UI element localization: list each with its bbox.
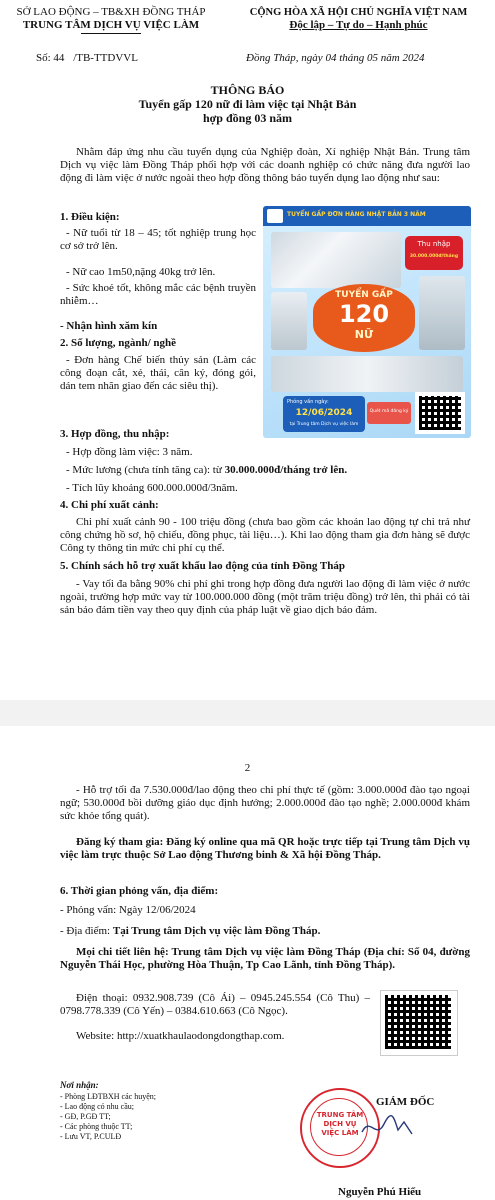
page-number: 2 xyxy=(244,762,251,774)
poster-interview-label: Phỏng vấn ngày: xyxy=(287,399,329,405)
header-rule xyxy=(81,33,141,34)
recruitment-poster xyxy=(263,206,471,438)
poster-photo-factory xyxy=(271,232,401,288)
title-line2: Tuyển gấp 120 nữ đi làm việc tại Nhật Bản xyxy=(138,97,357,111)
poster-headline-3: NỮ xyxy=(354,328,374,341)
sec1-item-health: - Sức khoẻ tốt, không mắc các bệnh truyền nhiễm… xyxy=(60,282,256,307)
signer-name: Nguyễn Phú Hiếu xyxy=(338,1186,422,1198)
handwritten-signature xyxy=(360,1112,420,1142)
poster-qr-code[interactable] xyxy=(419,396,461,430)
recipient-item: - GĐ, P.GĐ TT; xyxy=(60,1112,111,1121)
poster-interview-date: 12/06/2024 xyxy=(295,408,353,418)
sec4-heading: 4. Chi phí xuất cảnh: xyxy=(60,499,159,511)
poster-income-value: 30.000.000đ/tháng xyxy=(409,254,459,259)
sec3-salary-value: 30.000.000đ/tháng trở lên. xyxy=(224,464,348,476)
interview-location xyxy=(60,925,320,938)
doc-number xyxy=(36,52,138,65)
page-break xyxy=(0,700,495,726)
recipient-item: - Các phòng thuộc TT; xyxy=(60,1122,133,1131)
sec3-salary-prefix: - Mức lương (chưa tính tăng ca): từ xyxy=(66,464,225,476)
sec3-salary xyxy=(66,464,347,477)
header-right xyxy=(222,6,495,32)
poster-qr-label: Quét mã đăng ký xyxy=(369,409,409,414)
issuing-org: SỞ LAO ĐỘNG – TB&XH ĐỒNG THÁP xyxy=(16,6,206,18)
sec1-item-height: - Nữ cao 1m50,nặng 40kg trở lên. xyxy=(66,266,216,278)
poster-photo-bottom xyxy=(271,356,463,392)
stamp-line1: TRUNG TÂM xyxy=(316,1111,364,1119)
sec4-text: Chi phí xuất cảnh 90 - 100 triệu đồng (chưa bao gồm các khoản lao động tự chi trả như công chứng hồ sơ, hộ chiếu, đồng phục, tài liệu…). Khi lao động tham gia đơn hàng sẽ được Công ty thông tin mức chi phí cụ thể. xyxy=(60,516,470,554)
recipient-item: - Lưu VT, P.CULĐ xyxy=(60,1132,122,1141)
issuing-unit: TRUNG TÂM DỊCH VỤ VIỆC LÀM xyxy=(22,19,200,31)
sec3-savings: - Tích lũy khoảng 600.000.000đ/3năm. xyxy=(66,482,238,494)
sec5-heading: 5. Chính sách hỗ trợ xuất khẩu lao động của tỉnh Đồng Tháp xyxy=(60,560,345,572)
interview-date: - Phỏng vấn: Ngày 12/06/2024 xyxy=(60,904,196,916)
title-line1: THÔNG BÁO xyxy=(210,83,285,97)
sec3-heading: 3. Hợp đồng, thu nhập: xyxy=(60,428,170,440)
poster-headline-1: TUYỂN GẤP xyxy=(335,290,393,300)
website-text[interactable]: Website: http://xuatkhaulaodongdongthap.com. xyxy=(76,1030,285,1042)
poster-headline-2: 120 xyxy=(338,300,390,328)
contact-text: Mọi chi tiết liên hệ: Trung tâm Dịch vụ việc làm Đồng Tháp (Địa chỉ: Số 04, đường Nguyễn Thái Học, phường Hòa Thuận, Tp Cao Lãnh, tỉnh Đồng Tháp). xyxy=(60,946,470,971)
sec6-heading: 6. Thời gian phỏng vấn, địa điểm: xyxy=(60,885,219,897)
sec2-text: - Đơn hàng Chế biến thủy sản (Làm các công đoạn cắt, xẻ, thái, cân ký, đóng gói, dán tem nhãn giao đến các siêu thị). xyxy=(60,354,256,392)
doc-number-label: Số: 44 xyxy=(36,52,65,64)
poster-income-label: Thu nhập xyxy=(417,240,451,248)
phones-text: Điện thoại: 0932.908.739 (Cô Ái) – 0945.245.554 (Cô Thu) – 0798.778.339 (Cô Yến) – 0384.610.663 (Cô Ngọc). xyxy=(60,992,370,1017)
stamp-line3: VIỆC LÀM xyxy=(321,1129,359,1137)
country-motto: Độc lập – Tự do – Hạnh phúc xyxy=(289,19,428,31)
poster-banner: TUYỂN GẤP ĐƠN HÀNG NHẬT BẢN 3 NĂM xyxy=(287,211,426,218)
poster-interview-place: tại Trung tâm Dịch vụ việc làm xyxy=(289,422,359,427)
location-value: Tại Trung tâm Dịch vụ việc làm Đồng Tháp. xyxy=(112,925,321,937)
recipients-list xyxy=(60,1092,156,1142)
recipient-item: - Lao động có nhu cầu; xyxy=(60,1102,134,1111)
sec1-heading: 1. Điều kiện: xyxy=(60,211,120,223)
doc-date: Đồng Tháp, ngày 04 tháng 05 năm 2024 xyxy=(246,52,425,64)
sec3-contract: - Hợp đồng làm việc: 3 năm. xyxy=(66,446,193,458)
sec1-item-age: - Nữ tuổi từ 18 – 45; tốt nghiệp trung học cơ sở trở lên. xyxy=(60,227,256,252)
sec5-text: - Vay tối đa bằng 90% chi phí ghi trong hợp đồng đưa người lao động đi làm việc ở nước ngoài, trường hợp mức vay từ 100.000.000 đồng (một trăm triệu đồng) trở lên, thì phải có tài sản bảo đảm tiền vay theo quy định của pháp luật về giao dịch bảo đảm. xyxy=(60,578,470,616)
title-line3: hợp đồng 03 năm xyxy=(202,111,292,125)
sec1-tattoo: - Nhận hình xăm kín xyxy=(60,320,158,332)
header-left xyxy=(0,6,222,34)
doc-number-code: /TB-TTDVVL xyxy=(73,52,138,64)
signature-title: GIÁM ĐỐC xyxy=(376,1096,435,1108)
register-text: Đăng ký tham gia: Đăng ký online qua mã QR hoặc trực tiếp tại Trung tâm Dịch vụ việc làm trực thuộc Sở Lao động Thương binh & Xã hội Đồng Tháp. xyxy=(60,836,470,861)
intro-paragraph: Nhằm đáp ứng nhu cầu tuyển dụng của Nghiệp đoàn, Xí nghiệp Nhật Bản. Trung tâm Dịch vụ việc làm Đồng Tháp phối hợp với các doanh nghiệp có chức năng đưa người lao động đi làm việc ở nước ngoài theo hợp đồng thông báo tuyển dụng lao động như sau: xyxy=(60,146,470,184)
poster-photo-right xyxy=(419,276,465,350)
recipients-heading: Nơi nhận: xyxy=(60,1080,99,1090)
stamp-line2: DỊCH VỤ xyxy=(323,1120,357,1128)
location-prefix: - Địa điểm: xyxy=(60,925,113,937)
recipient-item: - Phòng LĐTBXH các huyện; xyxy=(60,1092,156,1101)
poster-photo-left xyxy=(271,292,307,350)
country-name: CỘNG HÒA XÃ HỘI CHỦ NGHĨA VIỆT NAM xyxy=(249,7,468,18)
doc-title xyxy=(0,83,495,125)
poster-logo-icon xyxy=(267,209,283,223)
qr-code[interactable] xyxy=(385,995,451,1049)
support-text: - Hỗ trợ tối đa 7.530.000đ/lao động theo chi phí thực tế (gồm: 3.000.000đ đào tạo ngoại ngữ; 530.000đ bồi dưỡng giáo dục định hướng; 2.000.000đ đào tạo nghề; 2.000.000đ khám sức khỏe tổng quát). xyxy=(60,784,470,822)
sec2-heading: 2. Số lượng, ngành/ nghề xyxy=(60,337,177,349)
